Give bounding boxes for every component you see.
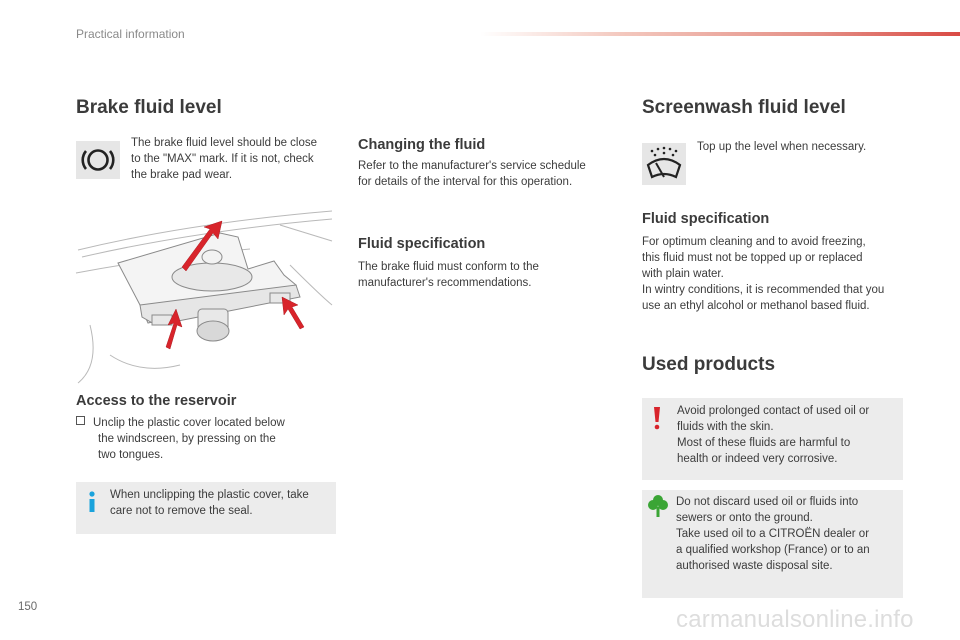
changing-fluid-line: Refer to the manufacturer's service schedule (358, 160, 586, 172)
used-products-title: Used products (642, 354, 776, 375)
environment-line: authorised waste disposal site. (676, 560, 833, 572)
screenwash-spec-title: Fluid specification (642, 211, 770, 227)
info-icon (86, 491, 98, 513)
screenwash-spec-line: this fluid must not be topped up or replaced (642, 252, 863, 264)
tree-icon (648, 494, 668, 518)
screenwash-intro-text: Top up the level when necessary. (697, 141, 867, 153)
brake-intro-text (131, 135, 346, 183)
environment-line: Take used oil to a CITROËN dealer or (676, 528, 870, 540)
info-note-box (76, 482, 336, 534)
environment-text (676, 494, 898, 574)
changing-fluid-title: Changing the fluid (358, 137, 486, 153)
changing-fluid-text (358, 158, 608, 190)
bullet-square-icon (76, 416, 85, 425)
info-note-line: care not to remove the seal. (110, 505, 253, 517)
environment-line: sewers or onto the ground. (676, 512, 813, 524)
warning-box (642, 398, 903, 480)
access-bullet-line: two tongues. (98, 449, 164, 461)
warning-line: Avoid prolonged contact of used oil or (677, 405, 870, 417)
brake-fluid-spec-line: manufacturer's recommendations. (358, 277, 532, 289)
page-number: 150 (18, 601, 38, 613)
warning-exclamation-icon (652, 406, 662, 430)
warning-text (677, 403, 899, 467)
screenwash-icon (642, 143, 686, 185)
brake-fluid-spec-line: The brake fluid must conform to the (358, 261, 539, 273)
screenwash-spec-line: use an ethyl alcohol or methanol based fluid. (642, 300, 870, 312)
access-reservoir-title: Access to the reservoir (76, 393, 237, 409)
access-bullet-line: Unclip the plastic cover located below (76, 415, 326, 431)
brake-warning-icon (76, 141, 120, 179)
environment-line: Do not discard used oil or fluids into (676, 496, 859, 508)
screenwash-section-title: Screenwash fluid level (642, 97, 846, 118)
brake-intro-line: the brake pad wear. (131, 169, 233, 181)
info-note-line: When unclipping the plastic cover, take (110, 489, 309, 501)
screenwash-spec-line: with plain water. (642, 268, 724, 280)
access-bullet-line: the windscreen, by pressing on the (98, 433, 276, 445)
changing-fluid-line: for details of the interval for this operation. (358, 176, 573, 188)
reservoir-illustration (70, 205, 336, 387)
brake-intro-line: The brake fluid level should be close (131, 137, 318, 149)
brake-fluid-spec-title: Fluid specification (358, 236, 486, 252)
header-title: Practical information (76, 27, 185, 41)
screenwash-spec-text (642, 234, 922, 314)
header-gradient-bar (480, 32, 960, 36)
access-bullet (76, 415, 326, 463)
brake-fluid-spec-text (358, 259, 608, 291)
warning-line: fluids with the skin. (677, 421, 774, 433)
warning-line: health or indeed very corrosive. (677, 453, 838, 465)
info-note-text (110, 487, 330, 519)
environment-line: a qualified workshop (France) or to an (676, 544, 870, 556)
environment-box (642, 490, 903, 598)
brake-intro-line: to the "MAX" mark. If it is not, check (131, 153, 314, 165)
watermark: carmanualsonline.info (676, 606, 914, 633)
brake-section-title: Brake fluid level (76, 97, 222, 118)
screenwash-spec-line: For optimum cleaning and to avoid freezing, (642, 236, 866, 248)
warning-line: Most of these fluids are harmful to (677, 437, 851, 449)
screenwash-spec-line: In wintry conditions, it is recommended that you (642, 284, 885, 296)
